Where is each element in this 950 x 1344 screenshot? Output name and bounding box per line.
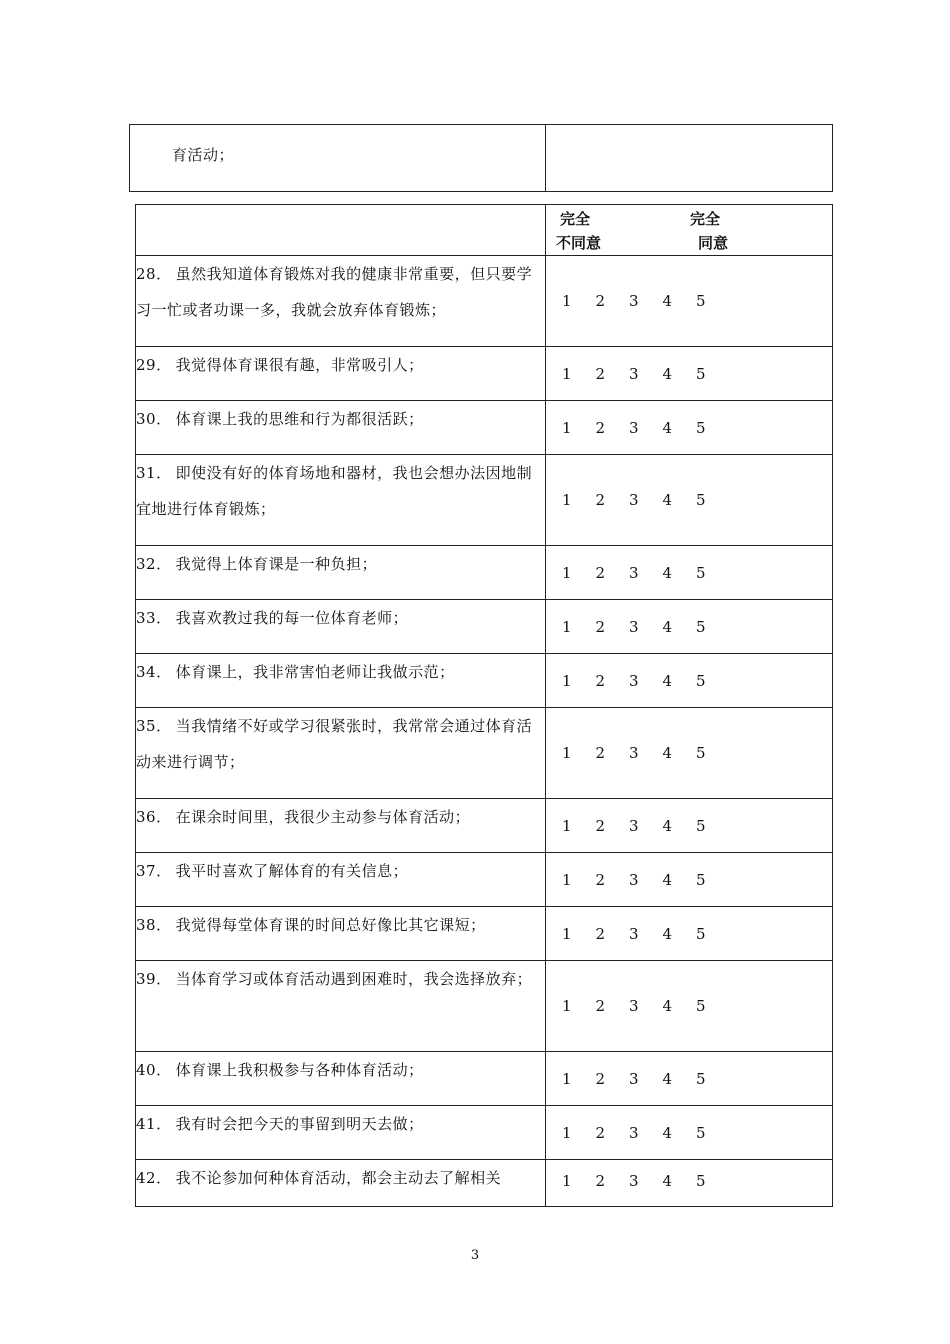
scale-option[interactable]: 1 <box>562 418 572 437</box>
scale-cell <box>546 853 833 907</box>
scale-option[interactable]: 1 <box>562 997 572 1015</box>
scale-left-label-bottom: 不同意 <box>556 234 602 252</box>
scale-option[interactable]: 4 <box>662 997 673 1015</box>
scale-option[interactable]: 2 <box>595 997 606 1015</box>
scale-option[interactable]: 3 <box>629 1123 639 1142</box>
question-row <box>136 401 833 455</box>
scale-option[interactable]: 4 <box>662 617 673 636</box>
question-number: 34． <box>136 663 172 681</box>
question-cell <box>136 1106 546 1160</box>
question-number: 42． <box>136 1169 172 1187</box>
scale-option[interactable]: 4 <box>662 364 673 383</box>
scale-option[interactable]: 5 <box>696 617 706 636</box>
question-number: 30． <box>136 410 172 428</box>
question-text: 我觉得体育课很有趣，非常吸引人； <box>175 356 424 374</box>
scale-option[interactable]: 1 <box>562 1123 572 1142</box>
scale-option[interactable]: 2 <box>595 1172 606 1190</box>
question-text: 我平时喜欢了解体育的有关信息； <box>175 862 409 880</box>
scale-option[interactable]: 4 <box>662 870 673 889</box>
scale-option[interactable]: 5 <box>696 744 706 762</box>
scale-cell <box>546 1106 833 1160</box>
question-number: 41． <box>136 1115 172 1133</box>
scale-option[interactable]: 4 <box>662 924 673 943</box>
question-number: 32． <box>136 555 172 573</box>
question-text: 体育课上我积极参与各种体育活动； <box>175 1061 424 1079</box>
header-row <box>136 205 833 256</box>
scale-option[interactable]: 5 <box>696 364 706 383</box>
scale-option[interactable]: 4 <box>662 563 673 582</box>
scale-option[interactable]: 1 <box>562 816 572 835</box>
scale-option[interactable]: 5 <box>696 924 706 943</box>
scale-option[interactable]: 5 <box>696 292 706 310</box>
scale-cell <box>546 401 833 455</box>
scale-option[interactable]: 5 <box>696 1123 706 1142</box>
scale-option[interactable]: 2 <box>595 816 606 835</box>
question-text: 虽然我知道体育锻炼对我的健康非常重要，但只要学习一忙或者功课一多，我就会放弃体育锻炼； <box>136 265 533 319</box>
continued-question-cell <box>130 125 546 192</box>
scale-option[interactable]: 5 <box>696 418 706 437</box>
scale-option[interactable]: 1 <box>562 617 572 636</box>
scale-right-label-top: 完全 <box>690 210 721 228</box>
scale-option[interactable]: 1 <box>562 292 572 310</box>
scale-option[interactable]: 4 <box>662 292 673 310</box>
question-number: 35． <box>136 717 172 735</box>
scale-option[interactable]: 1 <box>562 924 572 943</box>
scale-option[interactable]: 2 <box>595 671 606 690</box>
question-text: 我不论参加何种体育活动，都会主动去了解相关 <box>175 1169 502 1187</box>
question-cell <box>136 853 546 907</box>
scale-cell <box>546 907 833 961</box>
question-text: 体育课上，我非常害怕老师让我做示范； <box>175 663 455 681</box>
scale-option[interactable]: 2 <box>595 418 606 437</box>
question-row <box>136 546 833 600</box>
scale-cell <box>546 961 833 1052</box>
scale-option[interactable]: 2 <box>595 1123 606 1142</box>
scale-option[interactable]: 5 <box>696 1069 706 1088</box>
scale-option[interactable]: 3 <box>629 617 639 636</box>
scale-option[interactable]: 5 <box>696 563 706 582</box>
question-row <box>136 907 833 961</box>
scale-cell <box>546 799 833 853</box>
scale-cell <box>546 347 833 401</box>
scale-option[interactable]: 5 <box>696 870 706 889</box>
scale-cell <box>546 256 833 347</box>
question-row <box>136 1052 833 1106</box>
scale-option[interactable]: 1 <box>562 870 572 889</box>
question-row <box>136 799 833 853</box>
question-cell <box>136 799 546 853</box>
header-empty-cell <box>136 205 546 256</box>
continued-scale-cell <box>546 125 833 192</box>
scale-option[interactable]: 2 <box>595 563 606 582</box>
question-text: 当体育学习或体育活动遇到困难时，我会选择放弃； <box>175 970 533 988</box>
scale-option[interactable]: 3 <box>629 1172 639 1190</box>
scale-right-label-bottom: 同意 <box>698 234 729 252</box>
scale-cell <box>546 546 833 600</box>
question-cell <box>136 347 546 401</box>
question-cell <box>136 546 546 600</box>
question-row <box>136 1106 833 1160</box>
question-row <box>136 256 833 347</box>
questionnaire-table <box>135 204 833 1207</box>
scale-option[interactable]: 5 <box>696 1172 706 1190</box>
scale-cell <box>546 708 833 799</box>
scale-option[interactable]: 4 <box>662 671 673 690</box>
scale-option[interactable]: 3 <box>629 744 639 762</box>
question-text: 体育课上我的思维和行为都很活跃； <box>175 410 424 428</box>
scale-option[interactable]: 2 <box>595 617 606 636</box>
continued-question-text: 育活动； <box>172 146 235 164</box>
question-number: 39． <box>136 970 172 988</box>
scale-option[interactable]: 2 <box>595 292 606 310</box>
scale-cell <box>546 1052 833 1106</box>
continued-row <box>130 125 833 192</box>
question-row <box>136 1160 833 1207</box>
question-cell <box>136 907 546 961</box>
question-text: 在课余时间里，我很少主动参与体育活动； <box>175 808 471 826</box>
scale-option[interactable]: 4 <box>662 1069 673 1088</box>
scale-option[interactable]: 4 <box>662 1172 673 1190</box>
question-row <box>136 853 833 907</box>
scale-option[interactable]: 4 <box>662 744 673 762</box>
scale-option[interactable]: 3 <box>629 364 639 383</box>
question-text: 我觉得每堂体育课的时间总好像比其它课短； <box>175 916 486 934</box>
question-cell <box>136 256 546 347</box>
scale-option[interactable]: 1 <box>562 1172 572 1190</box>
continued-table <box>129 124 833 192</box>
question-row <box>136 961 833 1052</box>
scale-option[interactable]: 2 <box>595 1069 606 1088</box>
question-row <box>136 600 833 654</box>
scale-option[interactable]: 2 <box>595 491 606 509</box>
question-number: 33． <box>136 609 172 627</box>
page-number: 3 <box>470 1248 480 1263</box>
question-row <box>136 455 833 546</box>
scale-option[interactable]: 4 <box>662 491 673 509</box>
scale-option[interactable]: 5 <box>696 671 706 690</box>
scale-option[interactable]: 3 <box>629 418 639 437</box>
scale-option[interactable]: 3 <box>629 997 639 1015</box>
scale-left-label-top: 完全 <box>560 210 591 228</box>
scale-option[interactable]: 3 <box>629 563 639 582</box>
question-cell <box>136 401 546 455</box>
scale-option[interactable]: 3 <box>629 924 639 943</box>
question-text: 当我情绪不好或学习很紧张时，我常常会通过体育活动来进行调节； <box>136 717 533 771</box>
question-cell <box>136 600 546 654</box>
question-text: 我有时会把今天的事留到明天去做； <box>175 1115 424 1133</box>
question-number: 36． <box>136 808 172 826</box>
scale-option[interactable]: 3 <box>629 816 639 835</box>
scale-option[interactable]: 5 <box>696 816 706 835</box>
question-text: 我喜欢教过我的每一位体育老师； <box>175 609 409 627</box>
scale-option[interactable]: 1 <box>562 1069 572 1088</box>
scale-option[interactable]: 2 <box>595 924 606 943</box>
scale-cell <box>546 654 833 708</box>
scale-option[interactable]: 4 <box>662 816 673 835</box>
scale-option[interactable]: 3 <box>629 1069 639 1088</box>
question-cell <box>136 1052 546 1106</box>
question-text: 我觉得上体育课是一种负担； <box>175 555 378 573</box>
scale-option[interactable]: 4 <box>662 418 673 437</box>
scale-cell <box>546 600 833 654</box>
scale-option[interactable]: 2 <box>595 870 606 889</box>
scale-option[interactable]: 3 <box>629 292 639 310</box>
scale-option[interactable]: 1 <box>562 491 572 509</box>
question-number: 40． <box>136 1061 172 1079</box>
question-number: 28． <box>136 265 172 283</box>
scale-cell <box>546 1160 833 1207</box>
scale-option[interactable]: 1 <box>562 563 572 582</box>
scale-option[interactable]: 3 <box>629 870 639 889</box>
scale-option[interactable]: 1 <box>562 364 572 383</box>
scale-option[interactable]: 5 <box>696 491 706 509</box>
question-number: 38． <box>136 916 172 934</box>
scale-option[interactable]: 3 <box>629 491 639 509</box>
scale-option[interactable]: 3 <box>629 671 639 690</box>
scale-header-cell <box>546 205 833 256</box>
question-row <box>136 708 833 799</box>
question-number: 29． <box>136 356 172 374</box>
question-cell <box>136 654 546 708</box>
scale-option[interactable]: 1 <box>562 671 572 690</box>
question-cell <box>136 961 546 1052</box>
question-cell <box>136 708 546 799</box>
scale-cell <box>546 455 833 546</box>
question-row <box>136 347 833 401</box>
question-row <box>136 654 833 708</box>
question-number: 37． <box>136 862 172 880</box>
scale-option[interactable]: 2 <box>595 364 606 383</box>
question-cell <box>136 455 546 546</box>
question-cell <box>136 1160 546 1207</box>
question-text: 即使没有好的体育场地和器材，我也会想办法因地制宜地进行体育锻炼； <box>136 464 533 518</box>
scale-option[interactable]: 2 <box>595 744 606 762</box>
scale-option[interactable]: 4 <box>662 1123 673 1142</box>
scale-option[interactable]: 1 <box>562 744 572 762</box>
scale-option[interactable]: 5 <box>696 997 706 1015</box>
question-number: 31． <box>136 464 172 482</box>
